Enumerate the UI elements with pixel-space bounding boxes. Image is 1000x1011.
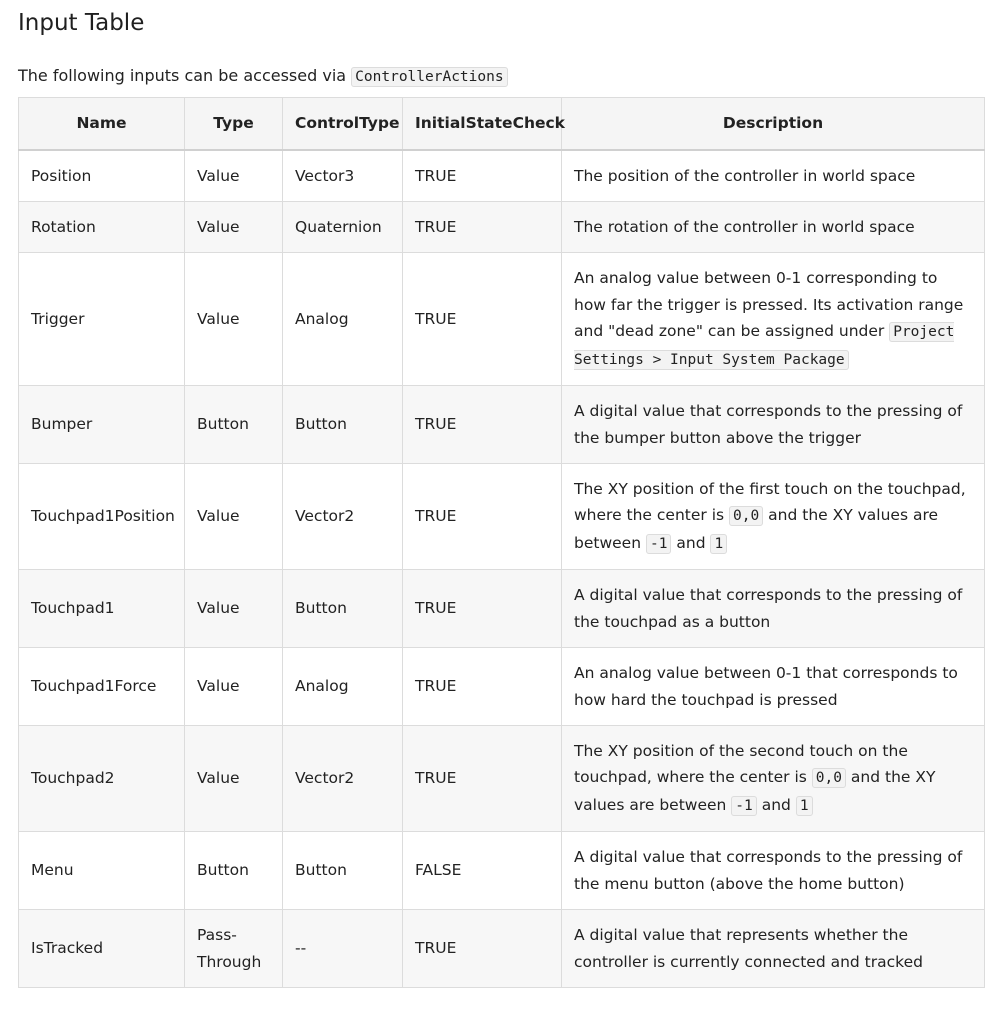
cell-type: Pass-Through <box>185 910 283 988</box>
description-text: An analog value between 0-1 corresponding to how far the trigger is pressed. Its activation range and "dead zone" can be assigned under <box>574 269 964 340</box>
table-row <box>19 832 985 910</box>
cell-name: Touchpad1Force <box>19 648 185 726</box>
description-code: 1 <box>710 534 727 554</box>
cell-initial-state-check: TRUE <box>403 464 562 570</box>
cell-initial-state-check: TRUE <box>403 253 562 386</box>
cell-type: Button <box>185 386 283 464</box>
cell-initial-state-check: TRUE <box>403 648 562 726</box>
cell-description: The position of the controller in world space <box>562 150 985 202</box>
cell-control-type: -- <box>283 910 403 988</box>
description-text: The XY position of the second touch on the touchpad, where the center is <box>574 741 908 787</box>
table-row <box>19 570 985 648</box>
table-row <box>19 386 985 464</box>
intro-code: ControllerActions <box>351 67 507 87</box>
cell-type: Value <box>185 464 283 570</box>
cell-name: Menu <box>19 832 185 910</box>
header-description: Description <box>562 98 985 151</box>
intro-paragraph <box>18 64 984 88</box>
description-code: 0,0 <box>812 768 846 788</box>
table-row <box>19 726 985 832</box>
cell-control-type: Vector2 <box>283 464 403 570</box>
header-type: Type <box>185 98 283 151</box>
cell-type: Value <box>185 726 283 832</box>
cell-initial-state-check: TRUE <box>403 386 562 464</box>
cell-description: A digital value that corresponds to the pressing of the touchpad as a button <box>562 570 985 648</box>
table-header-row <box>19 98 985 151</box>
cell-control-type: Button <box>283 832 403 910</box>
description-text: and the XY values are between <box>574 506 939 552</box>
cell-type: Value <box>185 150 283 202</box>
cell-description: A digital value that corresponds to the pressing of the bumper button above the trigger <box>562 386 985 464</box>
header-name: Name <box>19 98 185 151</box>
cell-control-type: Button <box>283 570 403 648</box>
description-text: and the XY values are between <box>574 768 936 814</box>
cell-type: Button <box>185 832 283 910</box>
table-row <box>19 253 985 386</box>
cell-name: IsTracked <box>19 910 185 988</box>
cell-initial-state-check: TRUE <box>403 150 562 202</box>
cell-name: Touchpad1Position <box>19 464 185 570</box>
table-row <box>19 648 985 726</box>
table-row <box>19 202 985 253</box>
description-code: Project Settings > Input System Package <box>574 324 955 368</box>
table-row <box>19 150 985 202</box>
cell-control-type: Vector3 <box>283 150 403 202</box>
table-row <box>19 910 985 988</box>
intro-text: The following inputs can be accessed via <box>18 66 347 85</box>
cell-type: Value <box>185 253 283 386</box>
cell-name: Trigger <box>19 253 185 386</box>
description-text: and <box>676 533 706 552</box>
description-code: -1 <box>731 796 756 816</box>
cell-initial-state-check: TRUE <box>403 202 562 253</box>
input-table <box>18 97 985 988</box>
cell-description <box>562 464 985 570</box>
cell-description <box>562 726 985 832</box>
cell-initial-state-check: FALSE <box>403 832 562 910</box>
cell-type: Value <box>185 202 283 253</box>
cell-name: Touchpad2 <box>19 726 185 832</box>
description-text: and <box>761 795 791 814</box>
cell-name: Touchpad1 <box>19 570 185 648</box>
cell-description <box>562 253 985 386</box>
cell-control-type: Vector2 <box>283 726 403 832</box>
cell-name: Rotation <box>19 202 185 253</box>
cell-type: Value <box>185 648 283 726</box>
table-row <box>19 464 985 570</box>
header-control-type: ControlType <box>283 98 403 151</box>
cell-control-type: Analog <box>283 648 403 726</box>
cell-initial-state-check: TRUE <box>403 726 562 832</box>
cell-type: Value <box>185 570 283 648</box>
page-title: Input Table <box>18 10 145 36</box>
description-code: -1 <box>646 534 671 554</box>
description-code: 1 <box>796 796 813 816</box>
header-initial-state-check: InitialStateCheck <box>403 98 562 151</box>
cell-control-type: Analog <box>283 253 403 386</box>
cell-initial-state-check: TRUE <box>403 910 562 988</box>
cell-description: A digital value that corresponds to the pressing of the menu button (above the home button) <box>562 832 985 910</box>
cell-control-type: Quaternion <box>283 202 403 253</box>
cell-initial-state-check: TRUE <box>403 570 562 648</box>
cell-description: An analog value between 0-1 that corresponds to how hard the touchpad is pressed <box>562 648 985 726</box>
cell-description: The rotation of the controller in world space <box>562 202 985 253</box>
description-text: The XY position of the first touch on the touchpad, where the center is <box>574 479 966 525</box>
cell-name: Bumper <box>19 386 185 464</box>
cell-name: Position <box>19 150 185 202</box>
description-code: 0,0 <box>729 506 763 526</box>
cell-control-type: Button <box>283 386 403 464</box>
cell-description: A digital value that represents whether the controller is currently connected and tracked <box>562 910 985 988</box>
